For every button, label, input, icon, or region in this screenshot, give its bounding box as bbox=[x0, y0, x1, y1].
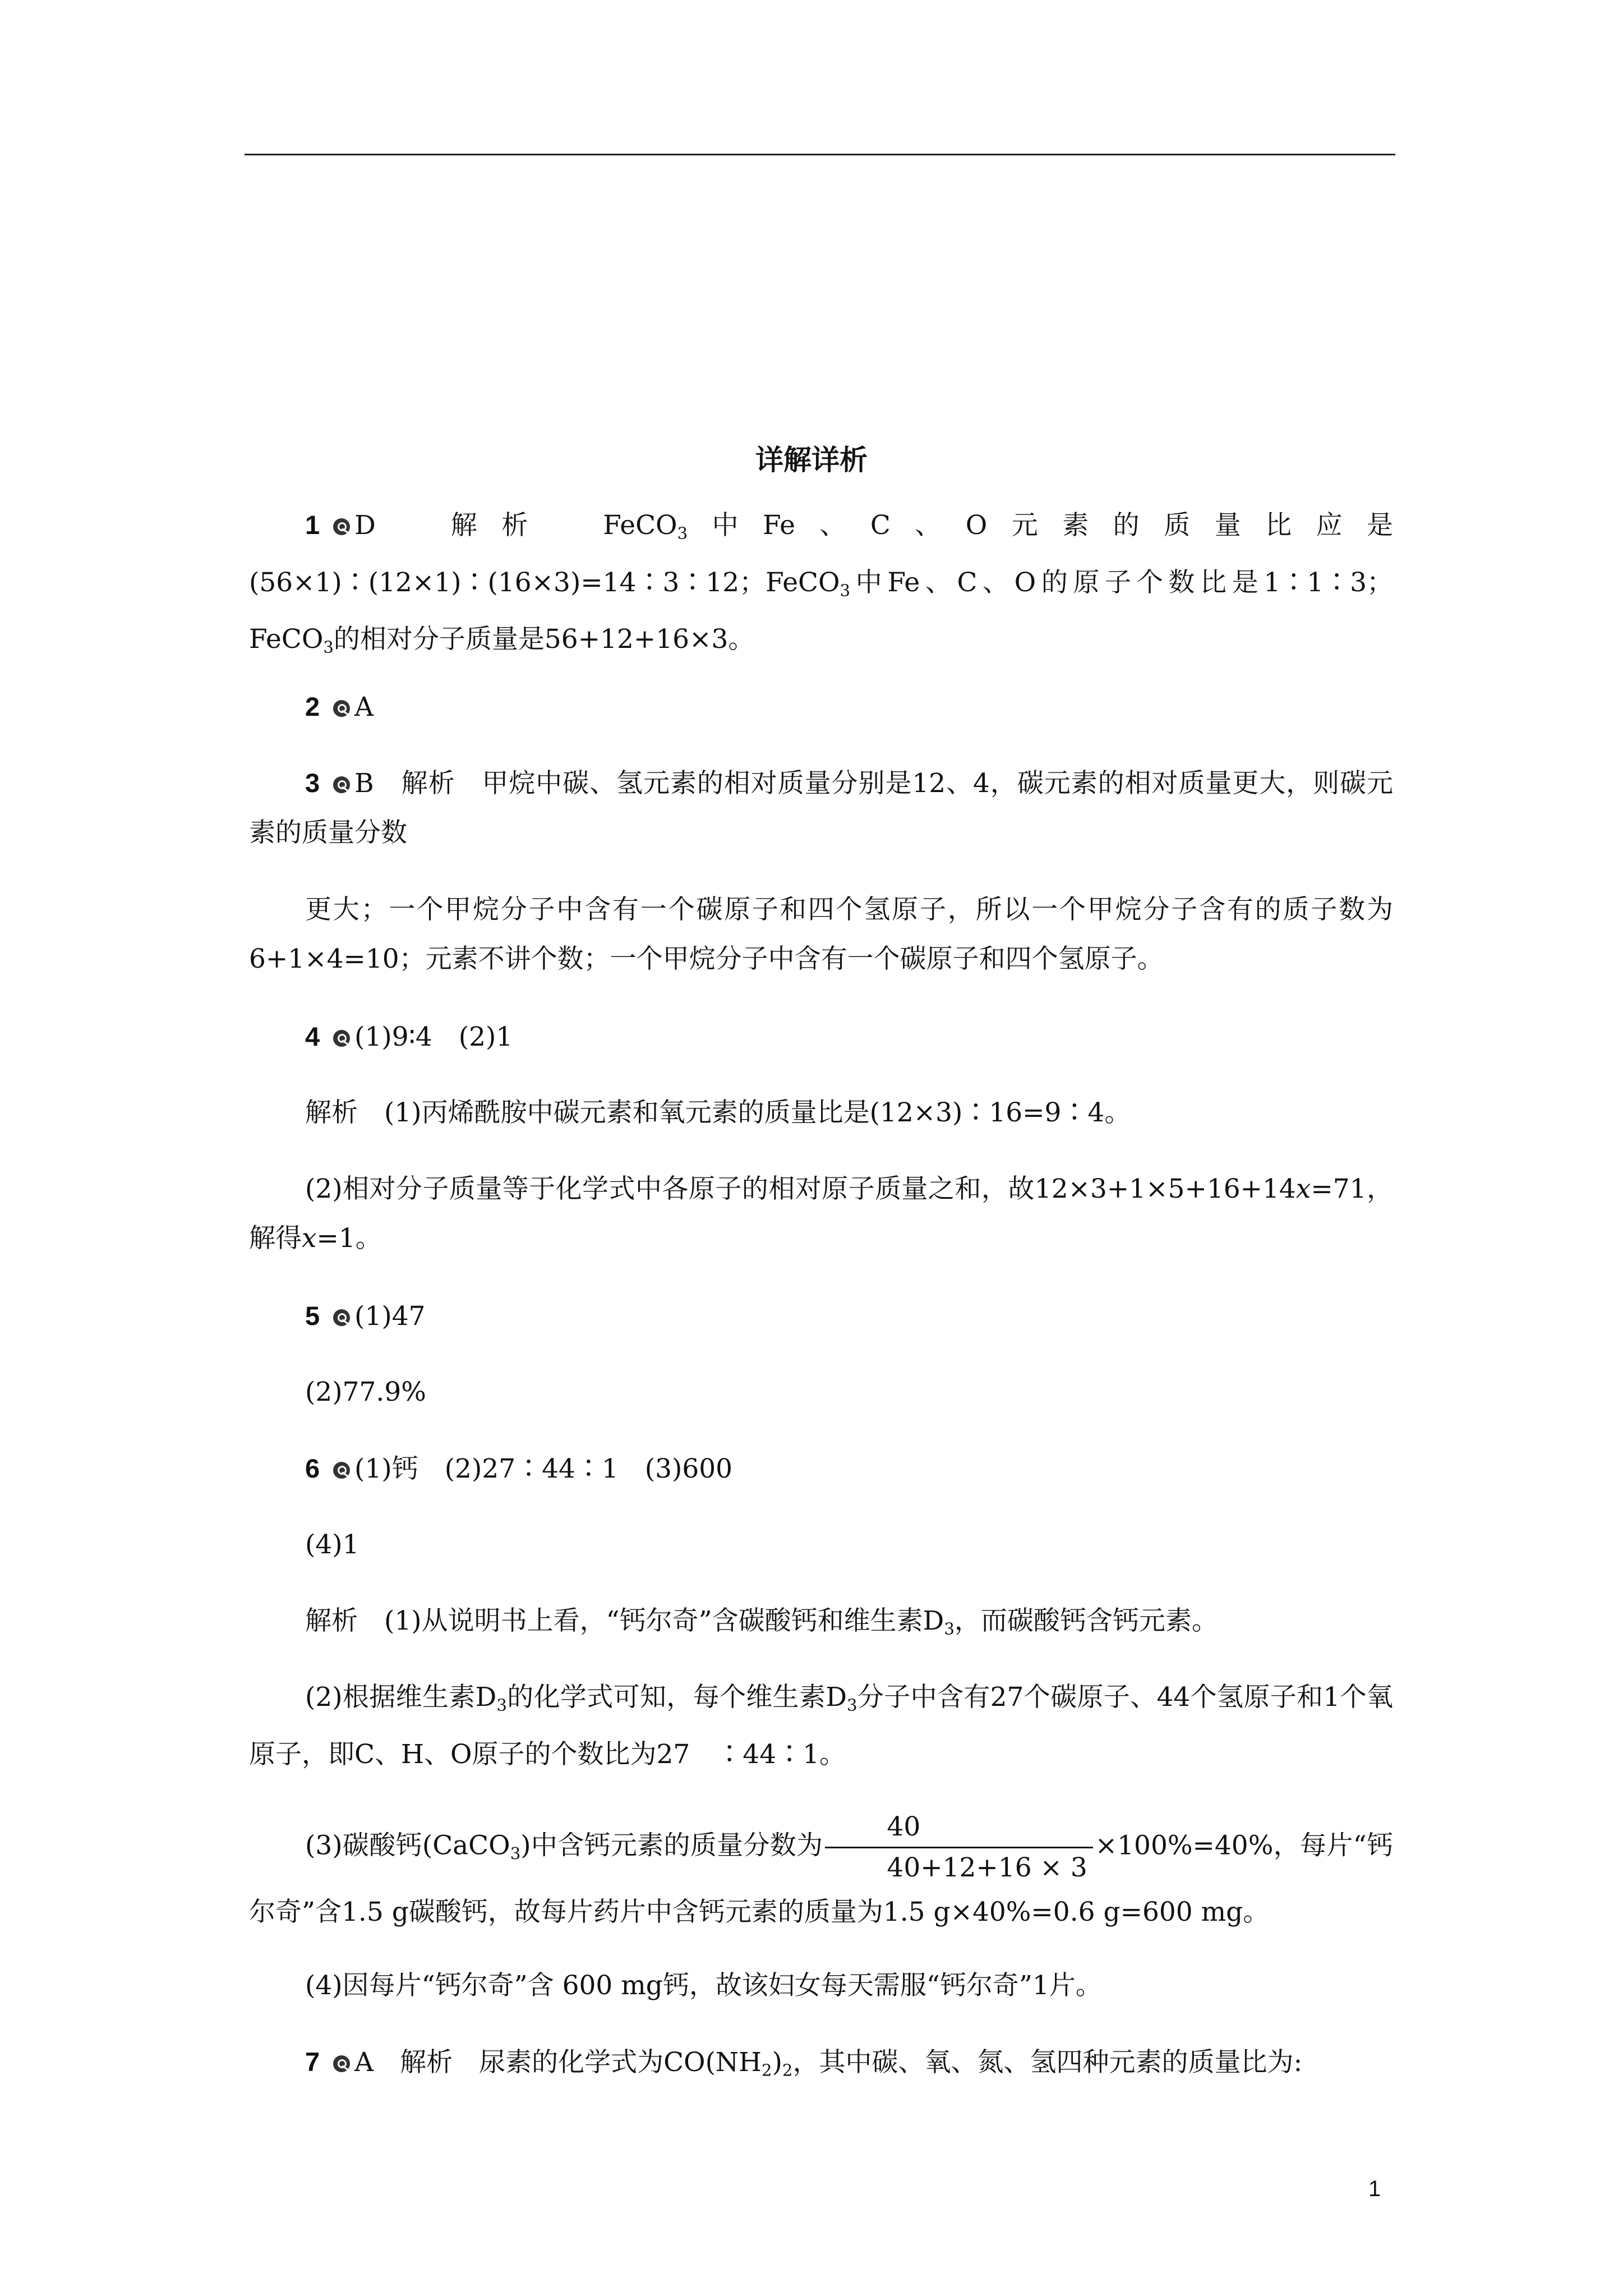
key-icon bbox=[333, 518, 350, 535]
question-3: 3 B 解析 甲烷中碳、氢元素的相对质量分别是12、4，碳元素的相对质量更大，则碳元素的质量分数 bbox=[249, 768, 1393, 848]
question-7: 7 A 解析 尿素的化学式为$CO(NH_2)_2$，其中碳、氧、氮、氢四种元素的质量比为: bbox=[305, 2047, 1303, 2080]
page-number: 1 bbox=[1368, 2177, 1381, 2201]
question-4 bbox=[249, 1012, 1393, 1062]
question-number: 6 bbox=[305, 1453, 320, 1483]
key-icon bbox=[333, 2055, 350, 2072]
question-number: 5 bbox=[305, 1301, 320, 1331]
key-icon bbox=[333, 1030, 350, 1047]
q6-explanation-4: (4)因每片“钙尔奇”含 600 mg钙，故该妇女每天需服“钙尔奇”1片。 bbox=[305, 1970, 1102, 2001]
q6-explanation-3: (3)碳酸钙(CaCO$_3$)中含钙元素的质量分数为 $\frac{40}{40+12+16 \times 3}$ ×100%=40%，每片“钙尔奇”含1.5 g碳酸钙，故每片药片中含钙元素的质量为1.5 g×40%=0.6 g=600 mg。 bbox=[249, 1807, 1393, 1937]
header-rule bbox=[245, 154, 1395, 155]
answer: A bbox=[354, 2047, 374, 2078]
answer: D bbox=[354, 510, 376, 541]
q6-explanation-2: (2)根据维生素$D_3$的化学式可知，每个维生素$D_3$分子中含有27个碳原子、44个氢原子和1个氧原子，即C、H、O原子的个数比为27 ∶44∶1。 bbox=[249, 1682, 1393, 1770]
page-title: 详解详析 bbox=[755, 443, 868, 476]
question-2 bbox=[249, 682, 1393, 732]
key-icon bbox=[333, 700, 350, 717]
answer: (1)47 bbox=[354, 1301, 426, 1332]
key-icon bbox=[333, 1309, 350, 1326]
fraction: $\frac{40}{40+12+16 \times 3}$ bbox=[825, 1807, 1092, 1888]
q6-answer-4: (4)1 bbox=[305, 1529, 359, 1560]
answer: A bbox=[354, 692, 374, 723]
question-number: 3 bbox=[305, 768, 320, 798]
key-icon bbox=[333, 1462, 350, 1479]
answer: (1)钙 (2)27∶44∶1 (3)600 bbox=[354, 1453, 733, 1484]
question-number: 2 bbox=[305, 692, 320, 721]
question-6 bbox=[249, 1444, 1393, 1494]
question-3-continued: 更大；一个甲烷分子中含有一个碳原子和四个氢原子，所以一个甲烷分子含有的质子数为6+1×4=10；元素不讲个数；一个甲烷分子中含有一个碳原子和四个氢原子。 bbox=[249, 894, 1393, 974]
key-icon bbox=[333, 776, 350, 793]
analysis-label: 解析 bbox=[401, 768, 455, 799]
answer: (1)9∶4 (2)1 bbox=[354, 1022, 513, 1052]
analysis-label: 解析 bbox=[450, 510, 552, 541]
answer: B bbox=[354, 768, 374, 799]
question-number: 1 bbox=[305, 510, 320, 540]
q6-explanation-1: 解析 (1)从说明书上看，“钙尔奇”含碳酸钙和维生素$D_3$，而碳酸钙含钙元素。 bbox=[305, 1605, 1218, 1639]
question-1: 1 D 解析 FeCO$_3$中Fe、C、O元素的质量比应是(56×1)∶(12×1)∶(16×3)=14∶3∶12；FeCO$_3$中Fe、C、O的原子个数比是1∶1∶3；FeCO$_3$的相对分子质量是56+12+16×3。 bbox=[249, 510, 1394, 657]
question-number: 4 bbox=[305, 1022, 320, 1051]
analysis-label: 解析 bbox=[400, 2047, 453, 2078]
q5-answer-2: (2)77.9% bbox=[305, 1377, 426, 1407]
q4-explanation-2: (2)相对分子质量等于化学式中各原子的相对原子质量之和，故12×3+1×5+16+14x=71，解得x=1。 bbox=[249, 1174, 1393, 1254]
question-5 bbox=[249, 1291, 1393, 1341]
q4-explanation-1: 解析 (1)丙烯酰胺中碳元素和氧元素的质量比是(12×3)∶16=9∶4。 bbox=[305, 1097, 1131, 1128]
question-number: 7 bbox=[305, 2047, 320, 2077]
